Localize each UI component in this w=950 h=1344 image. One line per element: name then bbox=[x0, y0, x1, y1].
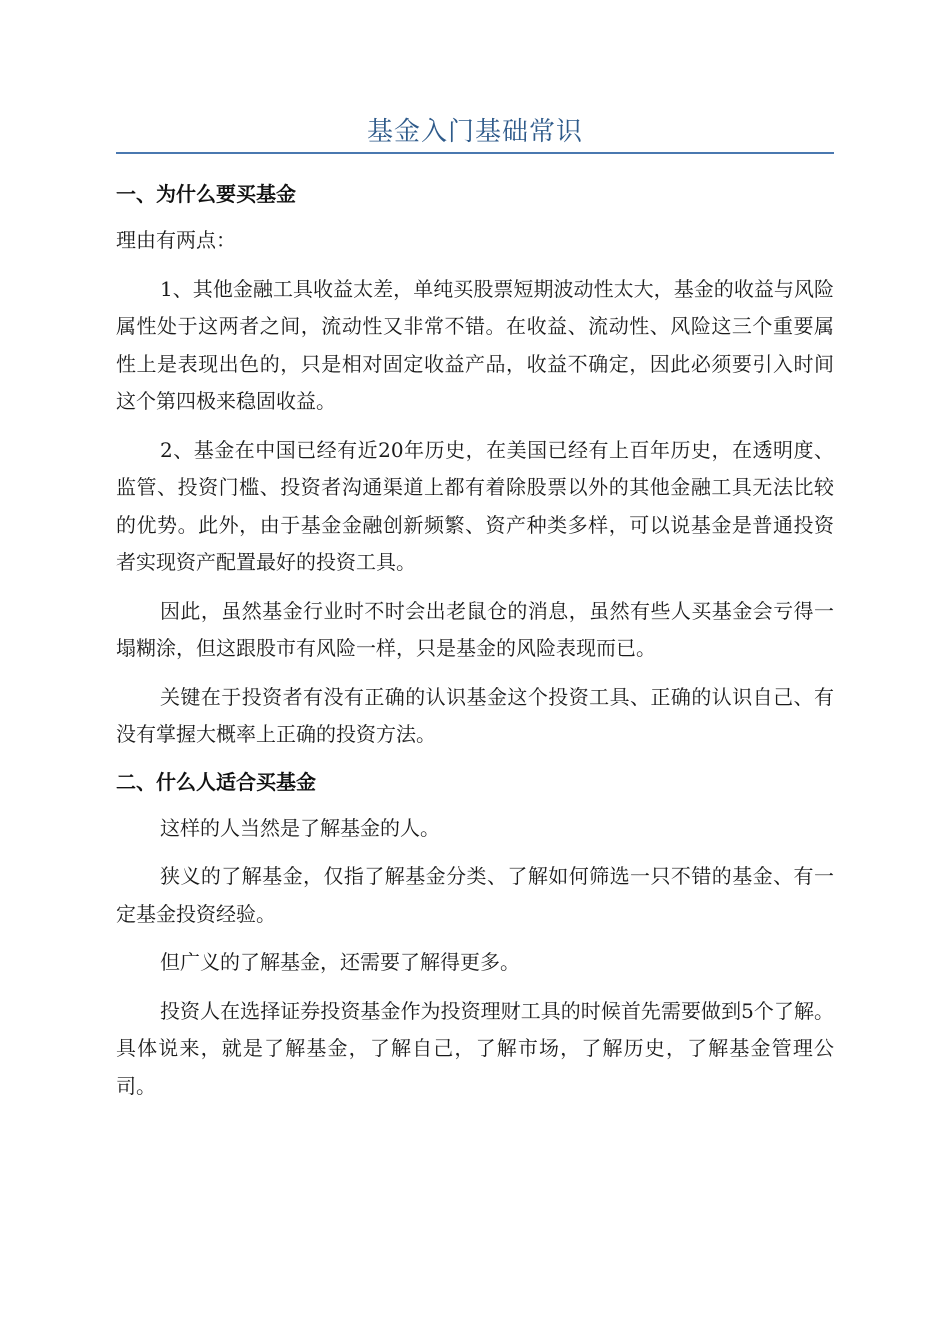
title-underline bbox=[116, 152, 834, 154]
document-title: 基金入门基础常识 bbox=[366, 117, 583, 147]
section-1-paragraph-4: 关键在于投资者有没有正确的认识基金这个投资工具、正确的认识自己、有没有掌握大概率上正确的投资方法。 bbox=[116, 684, 834, 746]
section-1-paragraph-3: 因此，虽然基金行业时不时会出老鼠仓的消息，虽然有些人买基金会亏得一塌糊涂，但这跟股市有风险一样，只是基金的风险表现而已。 bbox=[116, 598, 834, 660]
section-1-heading: 一、为什么要买基金 bbox=[116, 182, 296, 206]
section-2-paragraph-2: 狭义的了解基金，仅指了解基金分类、了解如何筛选一只不错的基金、有一定基金投资经验。 bbox=[116, 864, 834, 926]
section-2-heading: 二、什么人适合买基金 bbox=[116, 769, 316, 794]
document-page bbox=[116, 0, 834, 1105]
section-1-paragraph-2: 2、基金在中国已经有近20年历史，在美国已经有上百年历史，在透明度、监管、投资门槛、投资者沟通渠道上都有着除股票以外的其他金融工具无法比较的优势。此外，由于基金金融创新频繁、资产种类多样，可以说基金是普通投资者实现资产配置最好的投资工具。 bbox=[116, 437, 834, 574]
section-2-paragraph-4: 投资人在选择证券投资基金作为投资理财工具的时候首先需要做到5个了解。具体说来，就是了解基金，了解自己，了解市场，了解历史，了解基金管理公司。 bbox=[116, 998, 834, 1098]
section-1-paragraph-1: 1、其他金融工具收益太差，单纯买股票短期波动性太大，基金的收益与风险属性处于这两者之间，流动性又非常不错。在收益、流动性、风险这三个重要属性上是表现出色的，只是相对固定收益产品，收益不确定，因此必须要引入时间这个第四极来稳固收益。 bbox=[116, 276, 834, 413]
section-2-paragraph-1: 这样的人当然是了解基金的人。 bbox=[160, 815, 440, 840]
section-2-paragraph-3: 但广义的了解基金，还需要了解得更多。 bbox=[160, 950, 520, 974]
section-1-intro: 理由有两点： bbox=[116, 228, 236, 252]
